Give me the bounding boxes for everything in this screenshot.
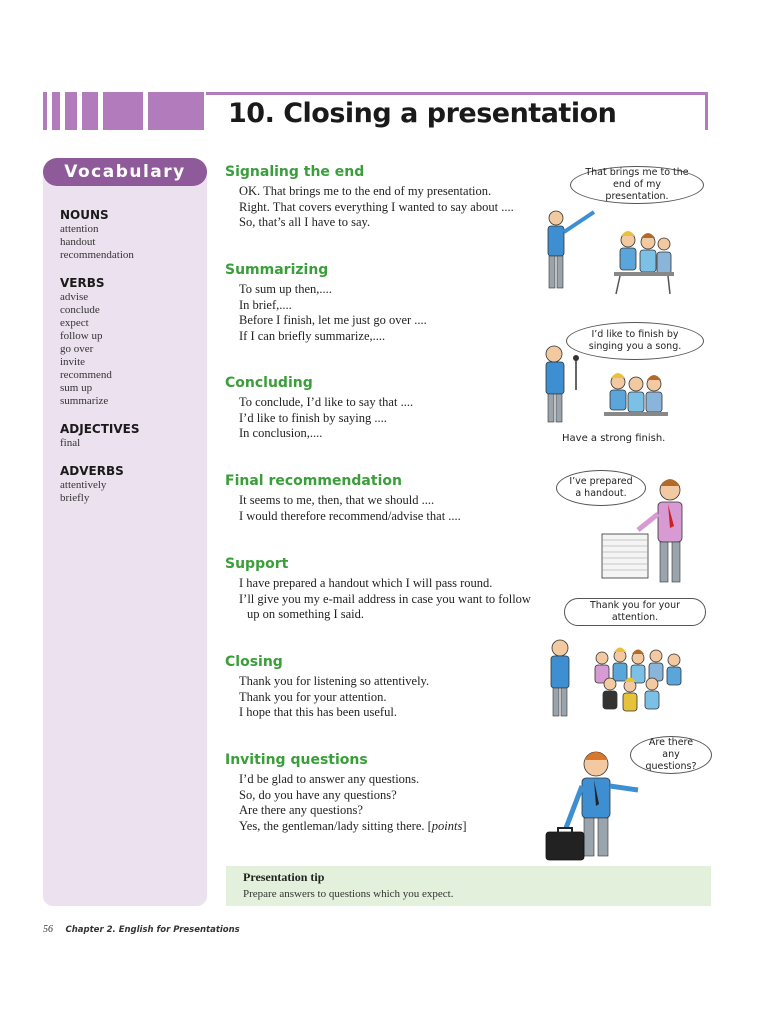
speech-bubble: That brings me to the end of my presentation. [570,166,704,204]
vocab-heading: ADJECTIVES [60,422,140,436]
paper-stack [602,534,648,578]
vocab-group-verbs [60,276,112,408]
thanking-audience-illustration [540,630,690,722]
vocab-item: attentively [60,479,107,491]
vocab-item: follow up [60,330,103,342]
vocab-group-adverbs [60,464,124,505]
vocab-item: final [60,437,81,449]
header-bar-5 [103,92,143,130]
vocab-heading: ADVERBS [60,464,124,478]
vocab-item: advise [60,291,89,303]
vocab-group-adjectives [60,422,140,450]
vocab-item: expect [60,317,89,329]
phrase-line: up on something I said. [247,607,365,621]
section-closing [225,654,429,721]
section-heading: Support [225,556,289,572]
phrase-line: Thank you for listening so attentively. [239,674,430,688]
chapter-title: Chapter 2. English for Presentations [65,925,240,935]
phrase-line: So, do you have any questions? [239,787,397,802]
phrase-text: Yes, the gentleman/lady sitting there. [ [239,818,432,833]
page-number: 56 [43,924,53,935]
vocabulary-sidebar [43,160,207,906]
audience-figures [595,648,681,712]
phrase-line: Thank you for your attention. [239,689,387,704]
section-final-recommendation [225,473,461,524]
phrase-line: So, that’s all I have to say. [239,215,371,229]
speech-bubble: I’ve prepared a handout. [556,470,646,506]
phrase-text: ] [462,818,467,833]
phrase-line: I have prepared a handout which I will pass round. [239,576,493,590]
audience-figures [604,373,668,416]
vocab-item: summarize [60,395,109,407]
singer-figure [546,346,579,422]
phrase-line: I’d be glad to answer any questions. [239,772,420,786]
phrase-line: OK. That brings me to the end of my presentation. [239,184,492,198]
vocab-group-nouns [60,208,134,262]
section-concluding [225,375,413,442]
inviting-questions-illustration [540,746,650,864]
vocab-item: recommend [60,369,112,381]
illustration-caption: Have a strong finish. [562,433,666,444]
section-heading: Signaling the end [225,164,365,180]
page-title: 10. Closing a presentation [228,98,617,129]
phrase-line: If I can briefly summarize,.... [239,328,386,343]
vocabulary-title: Vocabulary [43,158,207,186]
phrase-line: To conclude, I’d like to say that .... [239,395,414,409]
section-heading: Concluding [225,375,313,391]
section-heading: Closing [225,654,283,670]
vocab-item: attention [60,223,99,235]
phrase-line: In brief,.... [239,297,292,312]
section-summarizing [225,262,427,344]
presentation-tip-body: Prepare answers to questions which you expect. [243,888,454,900]
speech-bubble: Thank you for your attention. [564,598,706,626]
vocab-item: sum up [60,382,93,394]
section-heading: Final recommendation [225,473,402,489]
header-bar-1 [43,92,47,130]
section-signaling-the-end [225,164,514,231]
vocab-item: handout [60,236,96,248]
phrase-line [225,819,467,835]
phrase-line: To sum up then,.... [239,282,332,296]
vocab-item: conclude [60,304,100,316]
phrase-line: Right. That covers everything I wanted to say about .... [239,199,514,214]
section-support [225,556,531,623]
audience-figures [614,231,674,294]
vocab-item: recommendation [60,249,134,261]
phrase-line: I would therefore recommend/advise that .... [239,508,461,523]
vocab-item: briefly [60,492,90,504]
section-heading: Summarizing [225,262,329,278]
header-bar-6 [148,92,204,130]
phrase-line: Are there any questions? [239,803,363,817]
phrase-line: In conclusion,.... [239,426,323,440]
vocab-item: go over [60,343,94,355]
presenter-figure [551,640,569,716]
section-heading: Inviting questions [225,752,368,768]
presenter-audience-illustration [536,200,676,300]
phrase-line: I hope that this has been useful. [239,705,397,719]
vocab-item: invite [60,356,86,368]
phrase-italic: points [431,818,463,833]
speech-bubble: Are there any questions? [630,736,712,774]
header-bar-3 [65,92,77,130]
header-bar-4 [82,92,98,130]
page-footer [43,924,240,935]
presentation-tip-heading: Presentation tip [243,870,325,884]
presenter-figure [548,211,594,288]
briefcase [546,828,584,860]
phrase-line: I’ll give you my e-mail address in case you want to follow [239,591,531,606]
header-bar-2 [52,92,60,130]
speech-bubble: I’d like to finish by singing you a song. [566,322,704,360]
vocab-heading: VERBS [60,276,105,290]
section-inviting-questions [225,752,467,834]
phrase-line: Before I finish, let me just go over .... [239,313,427,327]
vocab-heading: NOUNS [60,208,109,222]
phrase-line: I’d like to finish by saying .... [239,410,387,425]
phrase-line: It seems to me, then, that we should .... [239,493,435,507]
